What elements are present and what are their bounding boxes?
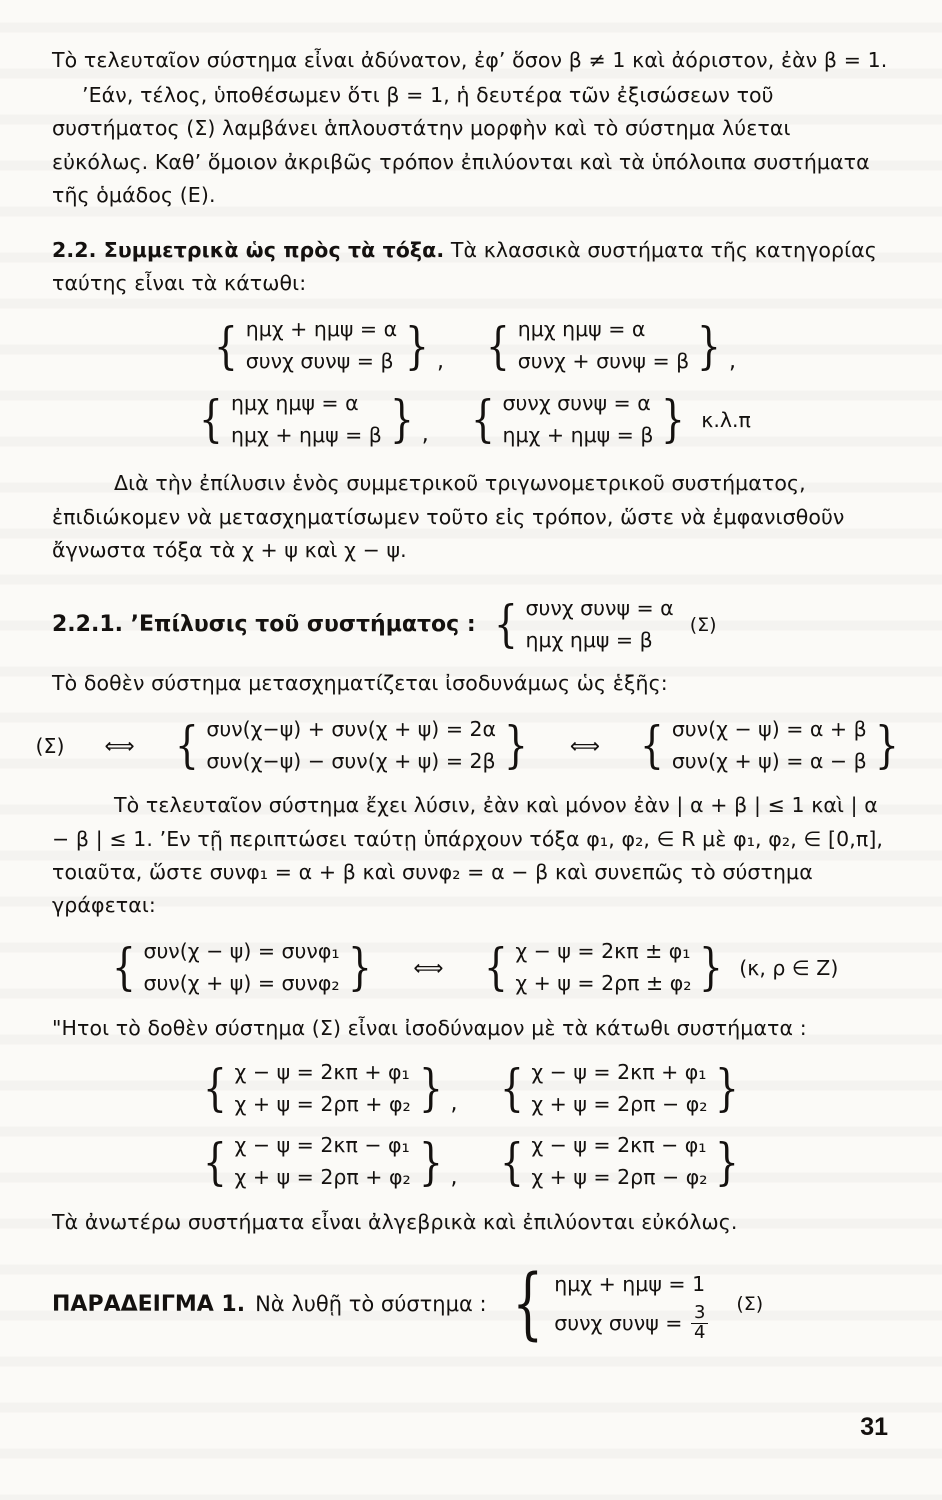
final-systems-row-1	[52, 1057, 890, 1121]
right-brace-icon: }	[715, 1132, 740, 1191]
system-4-line-2: ημχ + ημψ = β	[502, 422, 654, 447]
systems-row-2-tail: κ.λ.π	[701, 407, 751, 432]
left-brace-icon: {	[202, 1059, 227, 1118]
phi-row	[52, 936, 890, 1000]
system-2-line-1: ημχ ημψ = α	[517, 317, 646, 342]
system-4-line-1: συνχ συνψ = α	[502, 390, 651, 415]
system-1-line-2: συνχ συνψ = β	[245, 349, 394, 374]
transform-system-a	[167, 714, 536, 778]
transform-system-b	[632, 714, 907, 778]
systems-row-1	[52, 314, 890, 378]
page-number: 31	[860, 1413, 888, 1441]
final-4-line-2: χ + ψ = 2ρπ − φ₂	[531, 1165, 708, 1190]
left-brace-icon: {	[202, 1132, 227, 1191]
section-2-2-heading: 2.2. Συμμετρικὰ ὡς πρὸς τὰ τόξα.	[52, 238, 445, 263]
system-3-lines	[231, 388, 382, 452]
transform-system-a-lines	[206, 714, 496, 778]
phi-system-b-lines	[515, 936, 691, 1000]
final-system-1	[195, 1057, 458, 1121]
example-system	[503, 1259, 764, 1350]
paragraph-8: "Ητοι τὸ δοθὲν σύστημα (Σ) εἶναι ἰσοδύναμον μὲ τὰ κάτωθι συστήματα :	[52, 1015, 807, 1040]
example-system-lines	[554, 1265, 710, 1343]
equivalence-arrow-icon: ⟺	[569, 733, 598, 758]
left-brace-icon: {	[470, 390, 495, 449]
system-3-line-2: ημχ + ημψ = β	[230, 422, 382, 447]
system-221-label: (Σ)	[689, 613, 717, 636]
right-brace-icon: }	[347, 938, 372, 997]
system-2-line-2: συνχ + συνψ = β	[517, 349, 690, 374]
right-brace-icon: }	[504, 716, 528, 775]
left-brace-icon: {	[111, 938, 136, 997]
phi-b-line-2: χ + ψ = 2ρπ ± φ₂	[515, 970, 692, 995]
system-3-line-1: ημχ ημψ = α	[230, 390, 359, 415]
systems-row-2	[52, 388, 890, 452]
final-system-4	[492, 1130, 748, 1194]
system-2-separator: ,	[729, 348, 737, 374]
final-system-2	[492, 1057, 748, 1121]
paragraph-1: Τὸ τελευταῖον σύστημα εἶναι ἀδύνατον, ἐφ’ ὅσον β ≠ 1 καὶ ἀόριστον, ἐὰν β = 1.	[52, 48, 888, 72]
example-block	[52, 1259, 890, 1350]
transform-lead-label: (Σ)	[35, 733, 65, 758]
example-title: ΠΑΡΑΔΕΙΓΜΑ 1.	[52, 1291, 246, 1317]
final-system-4-lines	[531, 1130, 707, 1194]
transform-system-b-lines	[672, 714, 867, 778]
final-2-line-1: χ − ψ = 2κπ + φ₁	[531, 1059, 707, 1084]
system-1	[206, 314, 444, 378]
final-system-3-lines	[235, 1130, 411, 1194]
system-4	[463, 388, 751, 452]
paragraph-6: Τὸ δοθὲν σύστημα μετασχηματίζεται ἰσοδυνάμως ὡς ἑξῆς:	[52, 670, 668, 695]
final-system-2-lines	[531, 1057, 707, 1121]
right-brace-icon: }	[418, 1132, 443, 1191]
left-brace-icon: {	[499, 1132, 524, 1191]
example-system-label: (Σ)	[736, 1293, 764, 1316]
left-brace-icon: {	[639, 716, 664, 775]
phi-system-a-lines	[143, 936, 339, 1000]
left-brace-icon: {	[493, 595, 518, 654]
section-2-2-text: Τὰ κλασσικὰ συστήματα τῆς κατηγορίας ταύτης εἶναι τὰ κάτωθι:	[52, 238, 877, 296]
final-3-line-2: χ + ψ = 2ρπ + φ₂	[234, 1165, 411, 1190]
right-brace-icon: }	[874, 716, 899, 775]
left-brace-icon: {	[499, 1059, 524, 1118]
example-line-1: ημχ + ημψ = 1	[554, 1272, 706, 1297]
right-brace-icon: }	[405, 316, 429, 375]
right-brace-icon: }	[699, 938, 724, 997]
phi-a-line-2: συν(χ + ψ) = συνφ₂	[143, 970, 340, 995]
right-brace-icon: }	[715, 1059, 740, 1118]
phi-row-tail: (κ, ρ ∈ Z)	[739, 955, 839, 980]
transform-a-line-2: συν(χ−ψ) − συν(χ + ψ) = 2β	[206, 748, 496, 773]
system-2-lines	[518, 314, 689, 378]
example-text: Νὰ λυθῇ τὸ σύστημα :	[255, 1292, 487, 1317]
system-2	[478, 314, 736, 378]
right-brace-icon: }	[389, 390, 414, 449]
transform-row	[35, 714, 899, 778]
left-brace-icon: {	[512, 1259, 543, 1350]
section-2-2-1	[52, 593, 890, 657]
final-system-3	[195, 1130, 458, 1194]
left-brace-icon: {	[199, 390, 223, 449]
phi-a-line-1: συν(χ − ψ) = συνφ₁	[143, 939, 340, 964]
phi-system-b	[476, 936, 839, 1000]
paragraph-7: Τὸ τελευταῖον σύστημα ἔχει λύσιν, ἐὰν καὶ μόνον ἐὰν | α + β | ≤ 1 καὶ | α − β | ≤ 1. ’Εν τῇ περιπτώσει ταύτῃ ὑπάρχουν τόξα φ₁, φ₂, ∈ R μὲ φ₁, φ₂, ∈ [0,π], τοιαῦτα, ὥστε συνφ₁ = α + β καὶ συνφ₂ = α − β καὶ συνεπῶς τὸ σύστημα γράφεται:	[52, 793, 884, 917]
right-brace-icon: }	[418, 1059, 443, 1118]
final-4-line-1: χ − ψ = 2κπ − φ₁	[531, 1133, 707, 1158]
system-1-separator: ,	[436, 348, 444, 374]
fraction-denominator: 4	[691, 1323, 708, 1343]
final-systems-row-2	[52, 1130, 890, 1194]
paragraph-9: Τὰ ἀνωτέρω συστήματα εἶναι ἀλγεβρικὰ καὶ ἐπιλύονται εὐκόλως.	[52, 1209, 738, 1234]
system-1-line-1: ημχ + ημψ = α	[245, 317, 398, 342]
system-221-line-2: ημχ ημψ = β	[525, 627, 653, 652]
right-brace-icon: }	[661, 390, 686, 449]
paragraph-4: Διὰ τὴν ἐπίλυσιν ἑνὸς συμμετρικοῦ τριγωνομετρικοῦ συστήματος, ἐπιδιώκομεν νὰ μετασχηματίσωμεν τοῦτο εἰς τρόπον, ὥστε νὰ ἐμφανισθοῦν ἄγνωστα τόξα τὰ χ + ψ καὶ χ − ψ.	[52, 471, 845, 562]
equivalence-arrow-icon: ⟺	[413, 955, 442, 980]
final-1-line-2: χ + ψ = 2ρπ + φ₂	[234, 1091, 411, 1116]
paragraph-2: ’Εάν, τέλος, ὑποθέσωμεν ὅτι β = 1, ἡ δευτέρα τῶν ἐξισώσεων τοῦ συστήματος (Σ) λαμβάνει ἁπλουστάτην μορφὴν καὶ τὸ σύστημα λύεται εὐκόλως. Καθ’ ὅμοιον ἀκριβῶς τρόπον ἐπιλύονται καὶ τὰ ὑπόλοιπα συστήματα τῆς ὁμάδος (Ε).	[52, 83, 870, 207]
left-brace-icon: {	[213, 316, 238, 375]
system-221-lines	[525, 593, 673, 657]
final-system-1-lines	[235, 1057, 411, 1121]
right-brace-icon: }	[697, 316, 722, 375]
fraction-numerator: 3	[693, 1301, 706, 1323]
left-brace-icon: {	[483, 938, 508, 997]
equivalence-arrow-icon: ⟺	[104, 733, 133, 758]
final-3-line-1: χ − ψ = 2κπ − φ₁	[234, 1133, 410, 1158]
system-4-lines	[503, 388, 654, 452]
example-line-2	[554, 1301, 710, 1343]
final-row-2-separator: ,	[450, 1164, 458, 1190]
system-1-lines	[246, 314, 397, 378]
transform-b-line-2: συν(χ + ψ) = α − β	[671, 748, 867, 773]
final-2-line-2: χ + ψ = 2ρπ − φ₂	[531, 1091, 708, 1116]
left-brace-icon: {	[485, 316, 510, 375]
system-3-separator: ,	[421, 422, 429, 448]
transform-b-line-1: συν(χ − ψ) = α + β	[671, 716, 867, 741]
system-221	[486, 593, 717, 657]
phi-b-line-1: χ − ψ = 2κπ ± φ₁	[515, 939, 691, 964]
final-row-1-separator: ,	[450, 1091, 458, 1117]
fraction-three-quarters	[691, 1301, 708, 1343]
system-221-line-1: συνχ συνψ = α	[525, 596, 674, 621]
phi-system-a	[104, 936, 380, 1000]
section-2-2-1-heading: 2.2.1. ’Επίλυσις τοῦ συστήματος :	[52, 612, 476, 638]
final-1-line-1: χ − ψ = 2κπ + φ₁	[234, 1059, 410, 1084]
left-brace-icon: {	[174, 716, 199, 775]
transform-a-line-1: συν(χ−ψ) + συν(χ + ψ) = 2α	[206, 716, 497, 741]
system-3	[191, 388, 429, 452]
example-line-2-lead: συνχ συνψ =	[554, 1311, 683, 1336]
section-2-2	[52, 234, 890, 300]
